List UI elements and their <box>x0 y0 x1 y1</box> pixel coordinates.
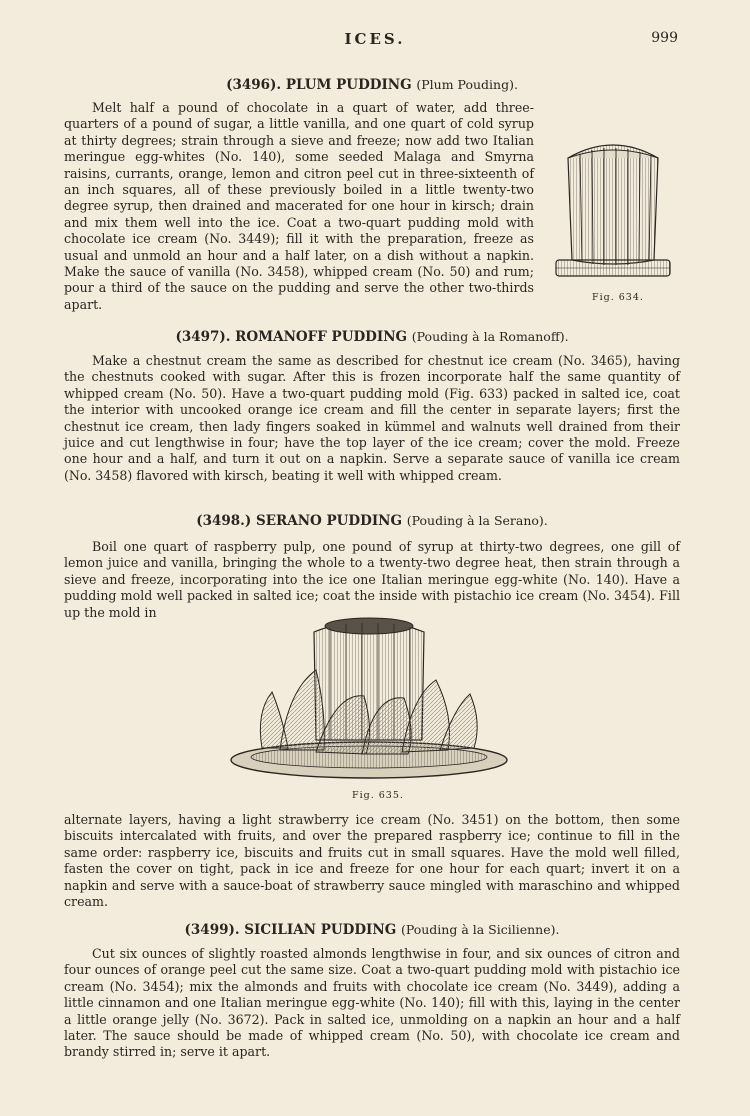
figure-635-pudding-on-platter-illustration <box>226 612 512 784</box>
recipe-heading-3498 <box>64 512 680 530</box>
recipe-paragraph-3496: Melt half a pound of chocolate in a quart of water, add three-quarters of a pound of sugar, a little vanilla, and one quart of cold syrup at thirty degrees; strain through a sieve and freeze; now add two Italian meringue egg-whites (No. 140), some seeded Malaga and Smyrna raisins, currants, orange, lemon and citron peel cut in three-sixteenth of an inch squares, all of these previously boiled in a little twenty-two degree syrup, then drained and macerated for one hour in kirsch; drain and mix them well into the ice. Coat a two-quart pudding mold with chocolate ice cream (No. 3449); fill it with the preparation, freeze as usual and unmold an hour and a half later, on a dish without a napkin. Make the sauce of vanilla (No. 3458), whipped cream (No. 50) and rum; pour a third of the sauce on the pudding and serve the other two-thirds apart. <box>64 100 534 312</box>
figure-634-caption: Fig. 634. <box>592 292 644 303</box>
recipe-heading-3496 <box>64 76 680 94</box>
recipe-heading-3499 <box>64 921 680 939</box>
recipe-subtitle: (Plum Pouding). <box>416 77 518 92</box>
recipe-subtitle: (Pouding à la Sicilienne). <box>400 922 560 937</box>
recipe-subtitle: (Pouding à la Romanoff). <box>411 329 569 344</box>
figure-634-pudding-mold-illustration <box>546 136 680 288</box>
running-title: ICES. <box>344 30 406 48</box>
page-number: 999 <box>651 30 678 46</box>
recipe-title: (3498.) SERANO PUDDING <box>196 513 403 529</box>
recipe-paragraph-3498-part1: Boil one quart of raspberry pulp, one pound of syrup at thirty-two degrees, one gill of lemon juice and vanilla, bringing the whole to a twenty-two degree heat, then strain through a sieve and freeze, incorporating into the ice one Italian meringue egg-white (No. 140). Have a pudding mold well packed in salted ice; coat the inside with pistachio ice cream (No. 3454). Fill up the mold in <box>64 539 680 620</box>
recipe-paragraph-3499: Cut six ounces of slightly roasted almonds lengthwise in four, and six ounces of citron and four ounces of orange peel cut the same size. Coat a two-quart pudding mold with pistachio ice cream (No. 3454); mix the almonds and fruits with chocolate ice cream (No. 3449), adding a little cinnamon and one Italian meringue egg-white (No. 140); fill with this, laying in the center a little orange jelly (No. 3672). Pack in salted ice, unmolding on a napkin an hour and a half later. The sauce should be made of whipped cream (No. 50), with chocolate ice cream and brandy stirred in; serve it apart. <box>64 946 680 1060</box>
recipe-heading-3497 <box>64 328 680 346</box>
recipe-title: (3496). PLUM PUDDING <box>226 77 412 93</box>
recipe-paragraph-3497: Make a chestnut cream the same as described for chestnut ice cream (No. 3465), having the chestnuts cooked with sugar. After this is frozen incorporate half the same quantity of whipped cream (No. 50). Have a two-quart pudding mold (Fig. 633) packed in salted ice, coat the interior with uncooked orange ice cream and fill the center in separate layers; first the chestnut ice cream, then lady fingers soaked in kümmel and walnuts well drained from their juice and cut lengthwise in four; have the top layer of the ice cream; cover the mold. Freeze one hour and a half, and turn it out on a napkin. Serve a separate sauce of vanilla ice cream (No. 3458) flavored with kirsch, beating it well with whipped cream. <box>64 353 680 483</box>
recipe-title: (3497). ROMANOFF PUDDING <box>175 329 408 345</box>
recipe-paragraph-3498-part2: alternate layers, having a light strawberry ice cream (No. 3451) on the bottom, then some biscuits intercalated with fruits, and over the prepared raspberry ice; continue to fill in the same order: raspberry ice, biscuits and fruits cut in small squares. Have the mold well filled, fasten the cover on tight, pack in ice and freeze for one hour for each quart; invert it on a napkin and serve with a sauce-boat of strawberry sauce mingled with maraschino and whipped cream. <box>64 812 680 910</box>
recipe-title: (3499). SICILIAN PUDDING <box>184 922 397 938</box>
recipe-subtitle: (Pouding à la Serano). <box>406 513 548 528</box>
running-head <box>0 30 750 50</box>
figure-635-caption: Fig. 635. <box>352 790 404 801</box>
